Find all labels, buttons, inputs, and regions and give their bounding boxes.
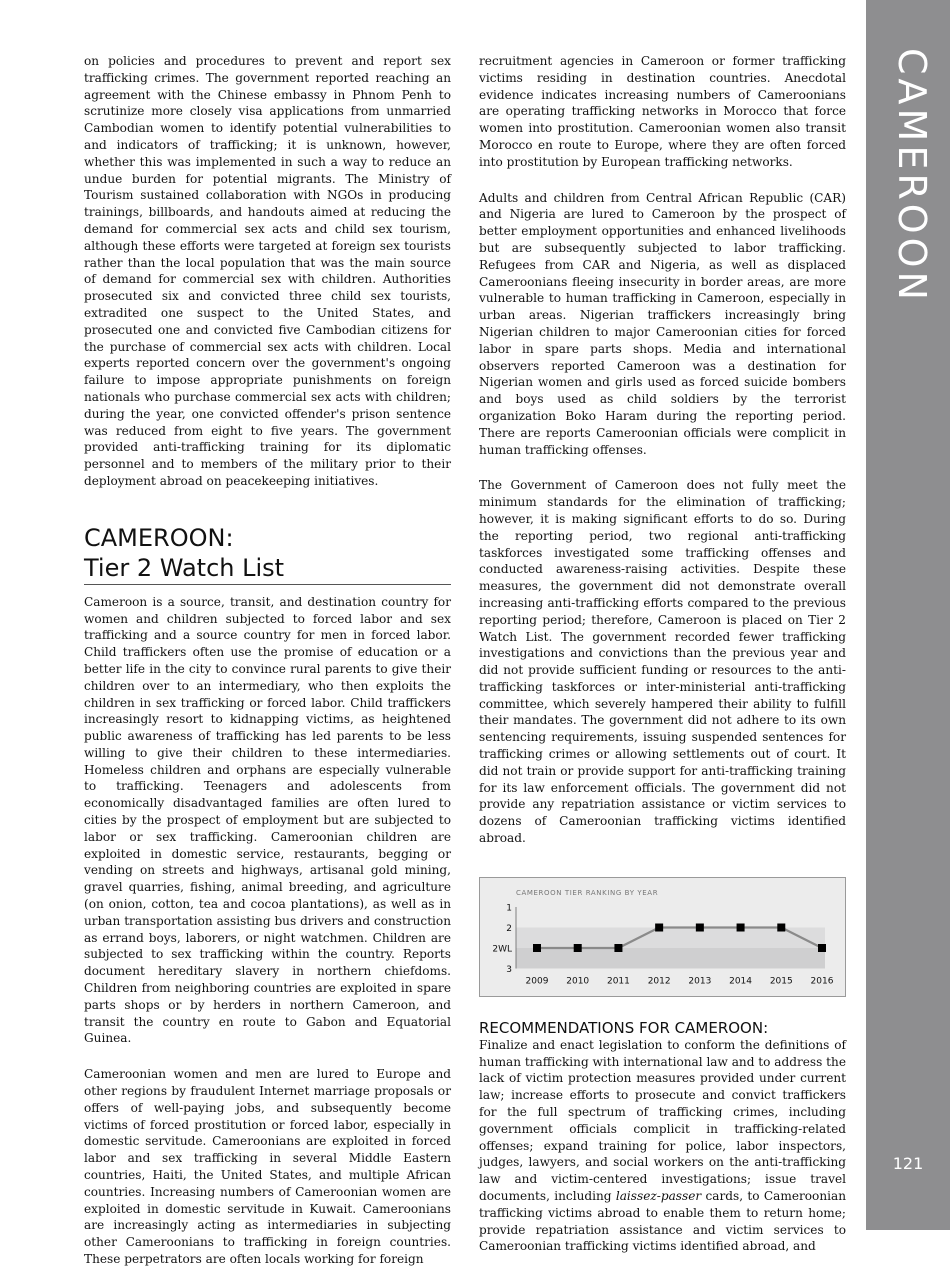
section-title-country: CAMEROON: xyxy=(84,523,234,552)
sidebar xyxy=(866,0,950,1230)
chart-point xyxy=(737,923,745,931)
chart-point xyxy=(574,944,582,952)
chart-y-tick-label: 3 xyxy=(506,964,512,975)
paragraph-intro: on policies and procedures to prevent and report sex trafficking crimes. The government reported reaching an agreement with the Chinese embassy in Phnom Penh to scrutinize more closely visa applications from unmarried Cambodian women to identify potential vulnerabilities to and indicators of trafficking; it is unknown, however, whether this was implemented in such a way to reduce an undue burden for potential migrants. The Ministry of Tourism sustained collaboration with NGOs in producing trainings, billboards, and handouts aimed at reducing the demand for commercial sex acts and child sex tourism, although these efforts were targeted at foreign sex tourists rather than the local population that was the main source of demand for commercial sex with children. Authorities prosecuted six and convicted three child sex tourists, extradited one suspect to the United States, and prosecuted one and convicted five Cambodian citizens for the purchase of commercial sex acts with children. Local experts reported concern over the government's ongoing failure to impose appropriate punishments on foreign nationals who purchase commercial sex acts with children; during the year, one convicted offender's prison sentence was reduced from eight to five years. The government provided anti-trafficking training for its diplomatic personnel and to members of the military prior to their deployment abroad on peacekeeping initiatives. xyxy=(84,54,451,488)
chart-x-tick-label: 2010 xyxy=(566,976,590,987)
chart-point xyxy=(655,923,663,931)
recommendations-text xyxy=(479,1037,846,1255)
tier-ranking-chart xyxy=(479,877,846,997)
chart-y-tick-label: 1 xyxy=(506,903,512,914)
recommendations-part-2: cards, to Cameroonian trafficking victims abroad to enable them to return home; provide repatriation assistance and victim services to Cameroonian trafficking victims identified abroad, and xyxy=(479,1189,846,1254)
chart-x-tick-label: 2009 xyxy=(525,976,549,987)
chart-x-tick-label: 2013 xyxy=(688,976,712,987)
sidebar-country-label: CAMEROON xyxy=(890,48,934,304)
chart-x-tick-label: 2014 xyxy=(729,976,753,987)
paragraph-overview: Cameroon is a source, transit, and destination country for women and children subjected to forced labor and sex trafficking and a source country for men in forced labor. Child traffickers often use the promise of education or a better life in the city to convince rural parents to give their children over to an intermediary, who then exploits the children in sex trafficking or forced labor. Child traffickers increasingly resort to kidnapping victims, as heightened public awareness of trafficking has led parents to be less willing to give their children to these intermediaries. Homeless children and orphans are especially vulnerable to trafficking. Teenagers and adolescents from economically disadvantaged families are often lured to cities by the prospect of employment but are subjected to labor or sex trafficking. Cameroonian children are exploited in domestic service, restaurants, begging or vending on streets and highways, artisanal gold mining, gravel quarries, fishing, animal breeding, and agriculture (on onion, cotton, tea and cocoa plantations), as well as in urban transportation assisting bus drivers and construction as errand boys, laborers, or night watchmen. Children are subjected to sex trafficking within the country. Reports document hereditary slavery in northern chiefdoms. Children from neighboring countries are exploited in spare parts shops or by herders in northern Cameroon, and transit the country en route to Gabon and Equatorial Guinea. xyxy=(84,594,451,1046)
recommendations-italic-term: laissez-passer xyxy=(615,1189,702,1204)
chart-point xyxy=(818,944,826,952)
chart-point xyxy=(533,944,541,952)
chart-x-tick-label: 2016 xyxy=(810,976,834,987)
paragraph-recruitment: recruitment agencies in Cameroon or former trafficking victims residing in destination countries. Anecdotal evidence indicates increasing numbers of Cameroonians are operating trafficking networks in Morocco that force women into prostitution. Cameroonian women also transit Morocco en route to Europe, where they are often forced into prostitution by European trafficking networks. xyxy=(479,54,846,169)
tier-chart-svg xyxy=(480,878,845,996)
chart-point xyxy=(696,923,704,931)
chart-x-tick-label: 2015 xyxy=(769,976,793,987)
chart-y-tick-label: 2 xyxy=(506,923,512,934)
chart-x-tick-label: 2012 xyxy=(647,976,671,987)
right-column xyxy=(479,53,846,1255)
chart-x-tick-label: 2011 xyxy=(606,976,630,987)
chart-y-tick-label: 2WL xyxy=(492,944,512,955)
paragraph-government: The Government of Cameroon does not fully meet the minimum standards for the elimination of trafficking; however, it is making significant efforts to do so. During the reporting period, two regional anti-trafficking taskforces investigated some trafficking offenses and conducted awareness-raising activities. Despite these measures, the government did not demonstrate overall increasing anti-trafficking efforts compared to the previous reporting period; therefore, Cameroon is placed on Tier 2 Watch List. The government recorded fewer trafficking investigations and convictions than the previous year and did not provide sufficient funding or resources to the anti-trafficking taskforces or inter-ministerial anti-trafficking committee, which severely hampered their ability to fulfill their mandates. The government did not adhere to its own sentencing requirements, issuing suspended sentences for trafficking crimes or allowing settlements out of court. It did not train or provide support for anti-trafficking training for its law enforcement officials. The government did not provide any repatriation assistance or victim services to dozens of Cameroonian trafficking victims identified abroad. xyxy=(479,478,846,846)
chart-point xyxy=(777,923,785,931)
recommendations-part-1: Finalize and enact legislation to conform the definitions of human trafficking with international law and to address the lack of victim protection measures provided under current law; increase efforts to prosecute and convict traffickers for the full spectrum of trafficking crimes, including government officials complicit in trafficking-related offenses; expand training for police, labor inspectors, judges, lawyers, and social workers on the anti-trafficking law and victim-centered investigations; issue travel documents, including xyxy=(479,1037,846,1204)
recommendations-title: RECOMMENDATIONS FOR CAMEROON: xyxy=(479,1018,769,1037)
chart-point xyxy=(614,944,622,952)
chart-band xyxy=(516,948,825,969)
paragraph-abroad: Cameroonian women and men are lured to Europe and other regions by fraudulent Internet marriage proposals or offers of well-paying jobs, and subsequently become victims of forced prostitution or forced labor, especially in domestic servitude. Cameroonians are exploited in forced labor and sex trafficking in several Middle Eastern countries, Haiti, the United States, and multiple African countries. Increasing numbers of Cameroonian women are exploited in domestic servitude in Kuwait. Cameroonians are increasingly acting as intermediaries in subjecting other Cameroonians to trafficking in foreign countries. These perpetrators are often locals working for foreign xyxy=(84,1067,451,1266)
section-title-tier: Tier 2 Watch List xyxy=(84,553,285,582)
page-number: 121 xyxy=(892,1154,924,1173)
chart-title: CAMEROON TIER RANKING BY YEAR xyxy=(516,888,659,897)
section-title xyxy=(84,523,451,585)
left-column xyxy=(84,53,451,1268)
paragraph-car-nigeria: Adults and children from Central African Republic (CAR) and Nigeria are lured to Cameroon by the prospect of better employment opportunities and enhanced livelihoods but are subsequently subjected to labor trafficking. Refugees from CAR and Nigeria, as well as displaced Cameroonians fleeing insecurity in border areas, are more vulnerable to human trafficking in Cameroon, especially in urban areas. Nigerian traffickers increasingly bring Nigerian children to major Cameroonian cities for forced labor in spare parts shops. Media and international observers reported Cameroon was a destination for Nigerian women and girls used as forced suicide bombers and boys used as child soldiers by the terrorist organization Boko Haram during the reporting period. There are reports Cameroonian officials were complicit in human trafficking offenses. xyxy=(479,190,846,457)
